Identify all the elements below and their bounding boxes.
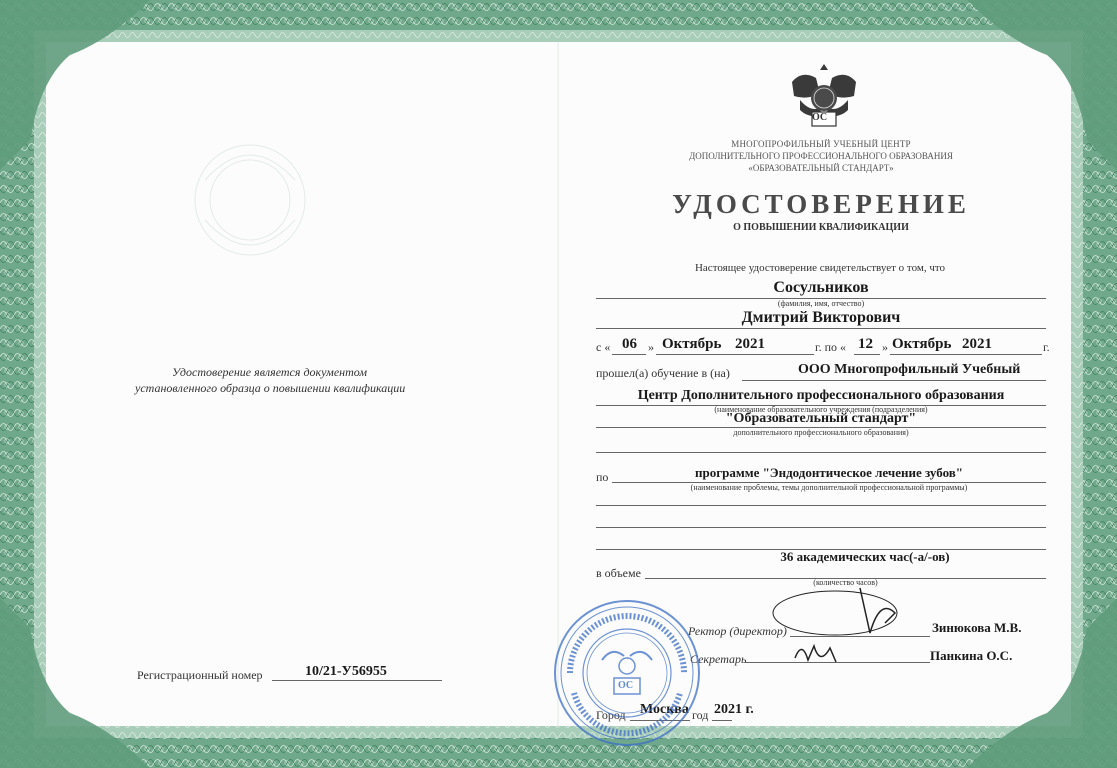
certificate-subtitle: О ПОВЫШЕНИИ КВАЛИФИКАЦИИ	[733, 222, 909, 233]
year-suffix: г.	[1043, 340, 1050, 354]
to-day: 12	[858, 336, 873, 352]
from-day: 06	[622, 336, 637, 352]
institution-caption-1: (наименование образовательного учреждения (подразделения)	[714, 405, 928, 414]
org-line-1: МНОГОПРОФИЛЬНЫЙ УЧЕБНЫЙ ЦЕНТР	[731, 139, 911, 149]
year-value: 2021 г.	[714, 702, 754, 717]
institution-line-2: Центр Дополнительного профессионального образования	[637, 388, 1005, 403]
emblem-mark: ОС	[812, 112, 828, 123]
institution-line-1: ООО Многопрофильный Учебный	[798, 362, 1021, 377]
to-day-close: »	[882, 340, 888, 354]
studied-label: прошел(а) обучение в (на)	[596, 366, 730, 380]
institution-line-3: "Образовательный стандарт"	[725, 411, 917, 426]
program-value: программе "Эндодонтическое лечение зубов"	[695, 465, 963, 480]
stamp-mark: ОС	[618, 680, 634, 691]
hours-caption: (количество часов)	[813, 578, 878, 587]
from-month-underline	[656, 354, 814, 355]
statement-line-1: Удостоверение является документом	[172, 365, 367, 379]
reg-number-value: 10/21-У56955	[305, 664, 387, 679]
rector-name: Зинюкова М.В.	[932, 620, 1022, 635]
from-prefix: с «	[596, 340, 611, 354]
blank-line-2	[596, 505, 1046, 506]
city-label: Город	[596, 708, 626, 722]
name-underline	[596, 328, 1046, 329]
to-month-underline	[890, 354, 1042, 355]
program-prefix: по	[596, 470, 609, 484]
rector-label: Ректор (директор)	[688, 624, 787, 638]
city-value: Москва	[640, 702, 689, 717]
program-caption: (наименование проблемы, темы дополнительной профессиональной программы)	[690, 483, 968, 492]
to-day-underline	[854, 354, 880, 355]
org-line-2: ДОПОЛНИТЕЛЬНОГО ПРОФЕССИОНАЛЬНОГО ОБРАЗОВАНИЯ	[689, 151, 953, 161]
statement-line-2: установленного образца о повышении квалификации	[135, 381, 406, 395]
secretary-label: Секретарь	[690, 652, 747, 666]
year-underline	[712, 720, 732, 721]
secretary-name: Панкина О.С.	[930, 648, 1013, 663]
from-month: Октябрь	[662, 336, 722, 352]
certificate-title: УДОСТОВЕРЕНИЕ	[672, 189, 970, 219]
to-month: Октябрь	[892, 336, 952, 352]
official-stamp-icon	[552, 598, 702, 748]
blank-line-3	[596, 527, 1046, 528]
org-line-3: «ОБРАЗОВАТЕЛЬНЫЙ СТАНДАРТ»	[748, 163, 894, 173]
blank-line-1	[596, 452, 1046, 453]
year-label: год	[692, 708, 709, 722]
name-value: Дмитрий Викторович	[741, 309, 901, 326]
surname-value: Сосульников	[773, 279, 869, 296]
to-year: 2021	[962, 336, 992, 352]
reg-number-underline	[272, 680, 442, 681]
to-prefix: г. по «	[815, 340, 846, 354]
reg-number-label: Регистрационный номер	[137, 668, 263, 682]
hours-value: 36 академических час(-а/-ов)	[780, 549, 950, 564]
from-day-underline	[612, 354, 646, 355]
volume-label: в объеме	[596, 566, 641, 580]
from-day-close: »	[648, 340, 654, 354]
intro-text: Настоящее удостоверение свидетельствует о том, что	[694, 262, 946, 274]
fio-caption: (фамилия, имя, отчество)	[777, 299, 865, 308]
institution-caption-2: дополнительного профессионального образования)	[733, 428, 909, 437]
institution-underline-1	[742, 380, 1046, 381]
secretary-signature-icon	[790, 638, 840, 668]
from-year: 2021	[735, 336, 765, 352]
